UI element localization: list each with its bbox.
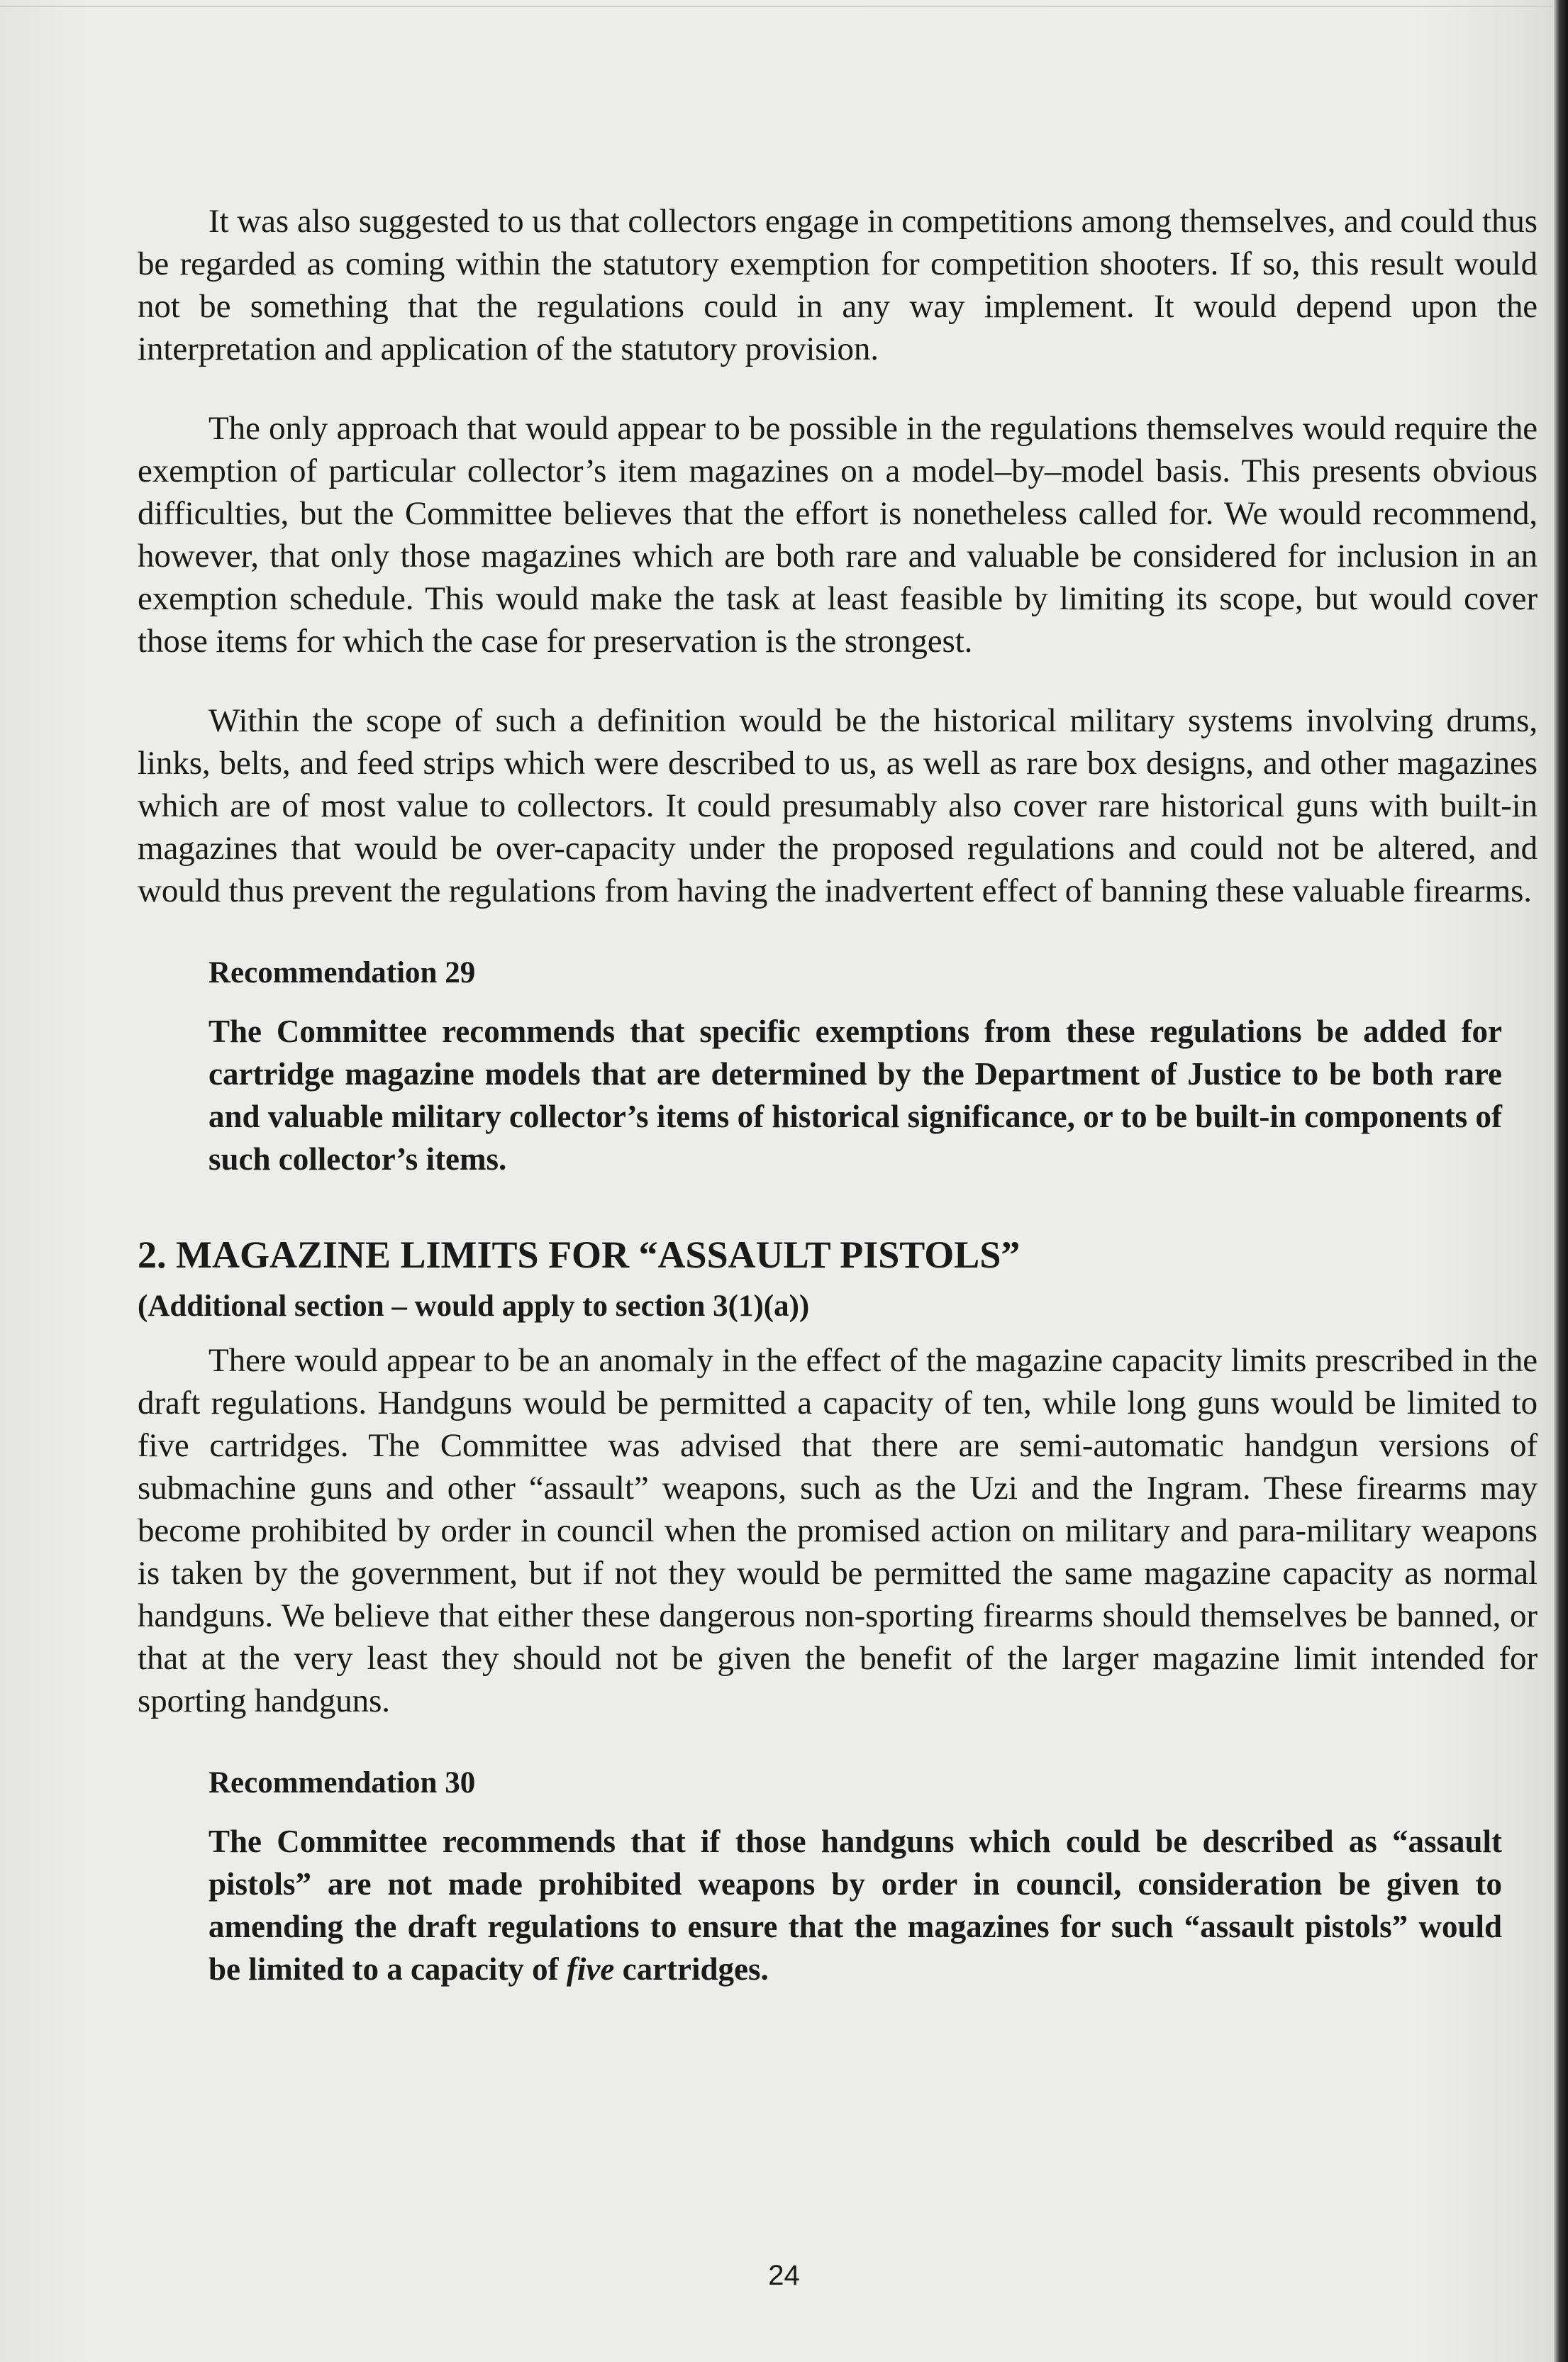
section-2-title: 2. MAGAZINE LIMITS FOR “ASSAULT PISTOLS” xyxy=(138,1233,1021,1276)
recommendation-30-heading: Recommendation 30 xyxy=(208,1766,476,1800)
page-content xyxy=(138,200,1538,1990)
recommendation-29-heading: Recommendation 29 xyxy=(208,956,476,989)
paragraph-model-exemption: The only approach that would appear to be possible in the regulations themselves would require the exemption of particular collector’s item magazines on a model–by–model basis. This presents obvious difficulties, but the Committee believes that the effort is nonetheless called for. We would recommend, however, that only those magazines which are both rare and valuable be considered for inclusion in an exemption schedule. This would make the task at least feasible by limiting its scope, but would cover those items for which the case for preservation is the strongest. xyxy=(138,410,1538,660)
paragraph-collector-competitions: It was also suggested to us that collectors engage in competitions among themselves, and could thus be regarded as coming within the statutory exemption for competition shooters. If so, this result would not be something that the regulations could in any way implement. It would depend upon the interpretation and application of the statutory provision. xyxy=(138,203,1538,367)
page-number: 24 xyxy=(768,2260,800,2291)
paragraph-assault-pistols: There would appear to be an anomaly in the effect of the magazine capacity limits prescribed in the draft regulations. Handguns would be permitted a capacity of ten, while long guns would be limited to five cartridges. The Committee was advised that there are semi-automatic handgun versions of submachine guns and other “assault” weapons, such as the Uzi and the Ingram. These firearms may become prohibited by order in council when the promised action on military and para-military weapons is taken by the government, but if not they would be permitted the same magazine capacity as normal handguns. We believe that either these dangerous non-sporting firearms should themselves be banned, or that at the very least they should not be given the benefit of the larger magazine limit intended for sporting handguns. xyxy=(138,1342,1538,1719)
recommendation-30-text-start: The Committee recommends that if those handguns which could be described as “assault pistols” are not made prohibited weapons by order in council, consideration be given to amending the draft regulations to ensure that the magazines for such “assault pistols” would be limited to a capacity of xyxy=(208,1824,1502,1987)
page-binding-edge xyxy=(1554,0,1568,2362)
recommendation-30-text-end: cartridges. xyxy=(614,1951,769,1987)
page-top-border xyxy=(0,6,1553,7)
recommendation-30-italic-five: five xyxy=(566,1951,615,1987)
section-2-subtitle: (Additional section – would apply to section 3(1)(a)) xyxy=(138,1290,810,1323)
recommendation-29-body: The Committee recommends that specific exemptions from these regulations be added for cartridge magazine models that are determined by the Department of Justice to be both rare and valuable military collector’s items of historical significance, or to be built-in components of such collector’s items. xyxy=(208,1014,1502,1177)
paragraph-definition-scope: Within the scope of such a definition would be the historical military systems involving drums, links, belts, and feed strips which were described to us, as well as rare box designs, and other magazines which are of most value to collectors. It could presumably also cover rare historical guns with built-in magazines that would be over-capacity under the proposed regulations and could not be altered, and would thus prevent the regulations from having the inadvertent effect of banning these valuable firearms. xyxy=(138,702,1538,909)
recommendation-30-body xyxy=(208,1820,1502,1990)
